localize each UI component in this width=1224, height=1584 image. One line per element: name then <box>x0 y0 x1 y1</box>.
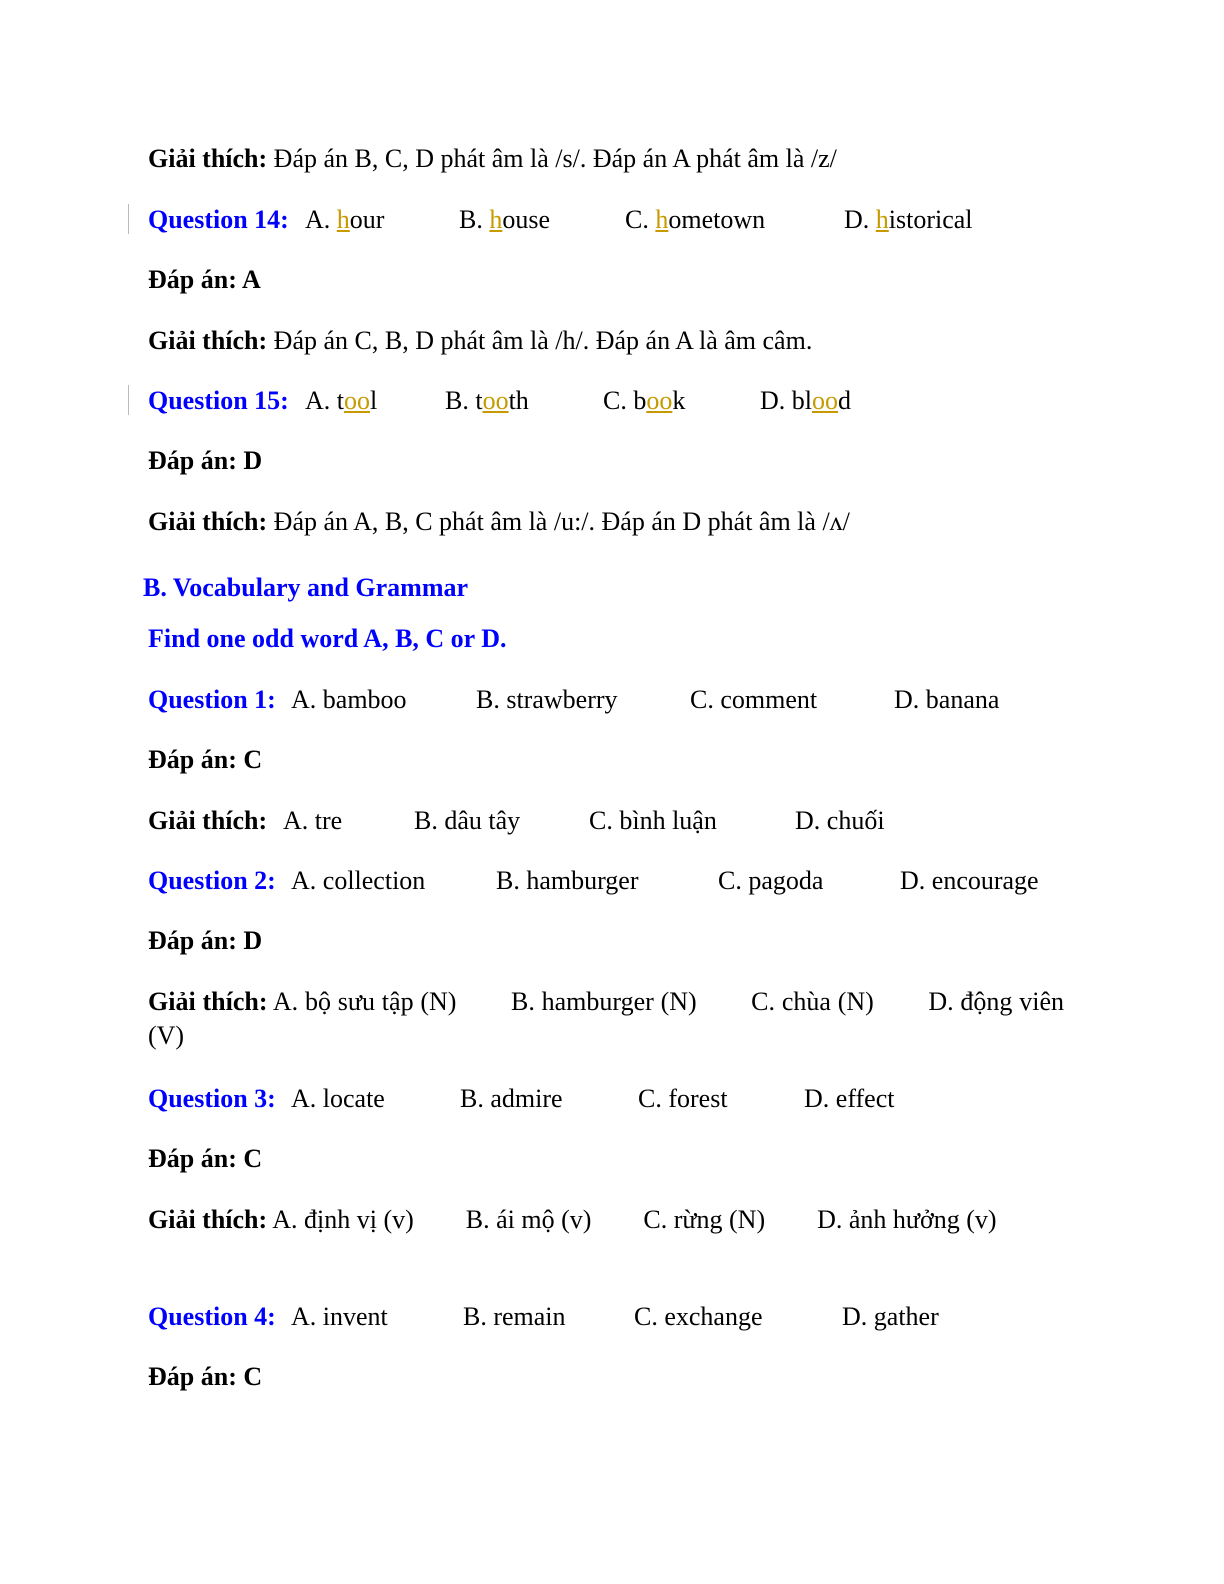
question-label: Question 4: <box>148 1302 276 1331</box>
option-a: A. collection <box>291 866 426 895</box>
answer-label: Đáp án: <box>148 745 237 774</box>
answer-q14 <box>148 263 261 297</box>
question-label: Question 15: <box>148 386 289 415</box>
answer-value: C <box>243 1362 263 1391</box>
explain-text: Đáp án C, B, D phát âm là /h/. Đáp án A là âm câm. <box>273 326 813 355</box>
explain-label: Giải thích: <box>148 507 268 536</box>
option-a: A. locate <box>291 1084 385 1113</box>
explain-text: A. bộ sưu tập (N) B. hamburger (N) C. chùa (N) D. động viên (V) <box>148 987 1071 1050</box>
answer-vocab-3 <box>148 1142 262 1176</box>
answer-label: Đáp án: <box>148 446 237 475</box>
answer-label: Đáp án: <box>148 1144 237 1173</box>
explain-label: Giải thích: <box>148 806 268 835</box>
explain-label: Giải thích: <box>148 987 268 1016</box>
option-b: B. house <box>459 205 551 234</box>
option-c: C. forest <box>638 1084 728 1113</box>
option-d: D. historical <box>844 205 973 234</box>
option-d: D. effect <box>804 1084 895 1113</box>
explain-b: B. dâu tây <box>414 806 521 835</box>
explanation-q14 <box>148 324 812 358</box>
question-14 <box>148 203 973 237</box>
section-instruction: Find one odd word A, B, C or D. <box>148 624 507 653</box>
option-b: B. admire <box>460 1084 563 1113</box>
option-d: D. gather <box>842 1302 939 1331</box>
answer-value: D <box>243 446 263 475</box>
answer-vocab-1 <box>148 743 262 777</box>
explanation-q13 <box>148 142 837 176</box>
question-label: Question 14: <box>148 205 289 234</box>
option-d: D. encourage <box>900 866 1039 895</box>
option-c: C. book <box>603 386 686 415</box>
answer-label: Đáp án: <box>148 265 237 294</box>
option-b: B. strawberry <box>476 685 618 714</box>
explain-c: C. bình luận <box>589 806 717 835</box>
vocab-question-2 <box>148 864 1039 898</box>
answer-vocab-2 <box>148 924 262 958</box>
answer-value: D <box>243 926 263 955</box>
option-c: C. pagoda <box>718 866 824 895</box>
explain-label: Giải thích: <box>148 144 268 173</box>
answer-label: Đáp án: <box>148 1362 237 1391</box>
option-a: A. invent <box>291 1302 388 1331</box>
section-title: B. Vocabulary and Grammar <box>143 573 469 602</box>
explanation-vocab-1 <box>148 804 885 838</box>
option-c: C. comment <box>690 685 818 714</box>
question-label: Question 1: <box>148 685 276 714</box>
answer-value: C <box>243 1144 263 1173</box>
option-a: A. bamboo <box>291 685 407 714</box>
explain-text: Đáp án A, B, C phát âm là /u:/. Đáp án D phát âm là /ʌ/ <box>273 507 850 536</box>
explain-text: A. định vị (v) B. ái mộ (v) C. rừng (N) D. ảnh hưởng (v) <box>272 1205 997 1234</box>
explanation-q15 <box>148 505 850 539</box>
option-c: C. hometown <box>625 205 766 234</box>
option-a: A. tool <box>305 386 378 415</box>
option-d: D. blood <box>760 386 851 415</box>
explain-a: A. tre <box>283 806 343 835</box>
question-label: Question 2: <box>148 866 276 895</box>
option-c: C. exchange <box>634 1302 763 1331</box>
answer-q15 <box>148 444 262 478</box>
margin-bar <box>128 385 129 415</box>
vocab-question-3 <box>148 1082 895 1116</box>
explain-label: Giải thích: <box>148 326 268 355</box>
answer-vocab-4 <box>148 1360 262 1394</box>
question-label: Question 3: <box>148 1084 276 1113</box>
answer-value: C <box>243 745 263 774</box>
answer-label: Đáp án: <box>148 926 237 955</box>
explanation-vocab-2 <box>148 985 1071 1053</box>
vocab-question-4 <box>148 1300 939 1334</box>
explain-text: Đáp án B, C, D phát âm là /s/. Đáp án A phát âm là /z/ <box>273 144 837 173</box>
explain-d: D. chuối <box>795 806 885 835</box>
option-b: B. tooth <box>445 386 529 415</box>
option-b: B. remain <box>463 1302 566 1331</box>
answer-value: A <box>241 265 261 294</box>
option-a: A. hour <box>305 205 385 234</box>
option-d: D. banana <box>894 685 1000 714</box>
vocab-question-1 <box>148 683 1000 717</box>
option-b: B. hamburger <box>496 866 639 895</box>
question-15 <box>148 384 851 418</box>
explanation-vocab-3 <box>148 1203 1064 1237</box>
margin-bar <box>128 204 129 234</box>
explain-label: Giải thích: <box>148 1205 268 1234</box>
